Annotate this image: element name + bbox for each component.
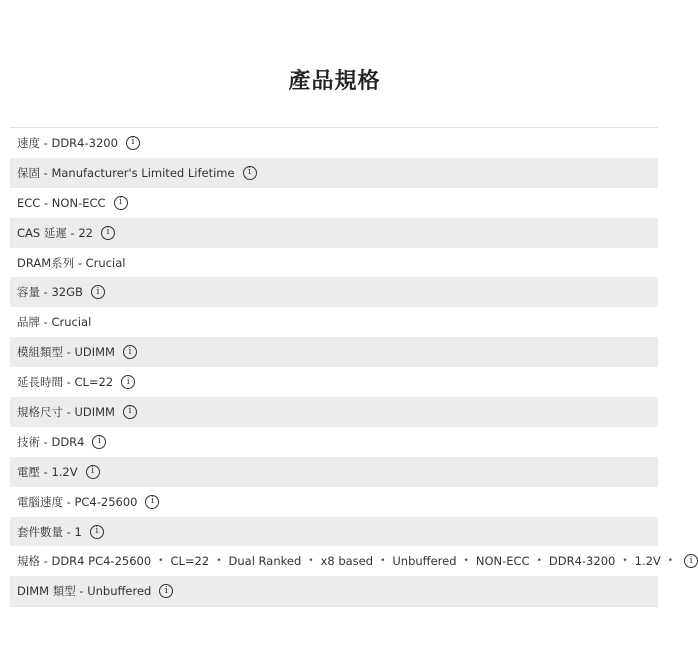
spec-row bbox=[10, 427, 658, 457]
separator-dot: • bbox=[667, 556, 674, 567]
separator-dot: • bbox=[216, 556, 222, 567]
separator-dot: • bbox=[463, 556, 469, 567]
info-icon[interactable] bbox=[114, 196, 128, 210]
info-icon-glyph: i bbox=[248, 167, 251, 178]
info-icon-glyph: i bbox=[131, 137, 135, 148]
spec-text: 技術 - DDR4 bbox=[17, 434, 85, 449]
info-icon[interactable] bbox=[101, 226, 115, 240]
spec-row bbox=[10, 546, 693, 576]
page-title: 產品規格 bbox=[288, 69, 381, 94]
spec-row bbox=[10, 188, 658, 218]
info-icon[interactable] bbox=[126, 136, 140, 150]
separator-dot: • bbox=[622, 556, 628, 567]
spec-text: 速度 - DDR4-3200 bbox=[17, 135, 118, 150]
spec-table bbox=[10, 127, 693, 607]
info-icon-glyph: i bbox=[126, 376, 130, 387]
spec-row bbox=[10, 397, 658, 427]
spec-text: 保固 - Manufacturer's Limited Lifetime bbox=[17, 165, 235, 180]
info-icon[interactable] bbox=[91, 285, 105, 299]
info-icon-glyph: i bbox=[95, 526, 99, 537]
spec-part: NON-ECC bbox=[475, 554, 530, 569]
info-icon-glyph: i bbox=[96, 286, 100, 297]
info-icon-glyph: i bbox=[689, 555, 693, 566]
info-icon[interactable] bbox=[123, 405, 137, 419]
spec-row bbox=[10, 517, 658, 547]
spec-part: 規格 - DDR4 PC4-25600 bbox=[17, 554, 152, 569]
info-icon-glyph: i bbox=[106, 227, 110, 238]
spec-text: 模組類型 - UDIMM bbox=[17, 345, 115, 360]
spec-row bbox=[10, 307, 658, 337]
info-icon-glyph: i bbox=[91, 466, 95, 477]
info-icon[interactable] bbox=[159, 584, 173, 598]
spec-text: 品牌 - Crucial bbox=[17, 315, 92, 330]
info-icon[interactable] bbox=[243, 166, 257, 180]
spec-text: DRAM系列 - Crucial bbox=[17, 255, 126, 270]
spec-text: 套件數量 - 1 bbox=[17, 524, 82, 539]
info-icon[interactable] bbox=[145, 495, 159, 509]
spec-row bbox=[10, 158, 658, 188]
info-icon[interactable] bbox=[123, 345, 137, 359]
info-icon-glyph: i bbox=[119, 197, 122, 208]
spec-text: 電腦速度 - PC4-25600 bbox=[17, 494, 138, 509]
spec-row bbox=[10, 277, 658, 307]
info-icon-glyph: i bbox=[128, 406, 132, 417]
spec-text: CAS 延遲 - 22 bbox=[17, 225, 93, 240]
separator-dot: • bbox=[158, 556, 164, 567]
separator-dot: • bbox=[536, 556, 542, 567]
spec-row bbox=[10, 576, 658, 606]
spec-row bbox=[10, 367, 658, 397]
info-icon-glyph: i bbox=[164, 585, 168, 596]
spec-text: 容量 - 32GB bbox=[17, 285, 83, 300]
separator-dot: • bbox=[380, 556, 386, 567]
info-icon-glyph: i bbox=[151, 496, 154, 507]
spec-part: CL=22 bbox=[170, 554, 210, 569]
separator-dot: • bbox=[308, 556, 314, 567]
spec-part: DDR4-3200 bbox=[548, 554, 616, 569]
spec-text: 電壓 - 1.2V bbox=[17, 464, 78, 479]
info-icon[interactable] bbox=[684, 554, 698, 568]
spec-part: x8 based bbox=[320, 554, 374, 569]
info-icon[interactable] bbox=[121, 375, 135, 389]
spec-row bbox=[10, 457, 658, 487]
info-icon[interactable] bbox=[92, 435, 106, 449]
spec-text: DIMM 類型 - Unbuffered bbox=[17, 584, 152, 599]
spec-row bbox=[10, 218, 658, 248]
spec-row bbox=[10, 337, 658, 367]
spec-part: Unbuffered bbox=[392, 554, 457, 569]
spec-text: 規格尺寸 - UDIMM bbox=[17, 404, 115, 419]
info-icon[interactable] bbox=[90, 525, 104, 539]
spec-row bbox=[10, 248, 658, 278]
info-icon-glyph: i bbox=[98, 436, 101, 447]
spec-text: ECC - NON-ECC bbox=[17, 195, 106, 210]
spec-part: Dual Ranked bbox=[228, 554, 302, 569]
info-icon[interactable] bbox=[86, 465, 100, 479]
spec-part: 1.2V bbox=[634, 554, 661, 569]
spec-row bbox=[10, 487, 658, 517]
info-icon-glyph: i bbox=[128, 346, 132, 357]
spec-row bbox=[10, 128, 658, 158]
spec-text: 延長時間 - CL=22 bbox=[17, 375, 114, 390]
